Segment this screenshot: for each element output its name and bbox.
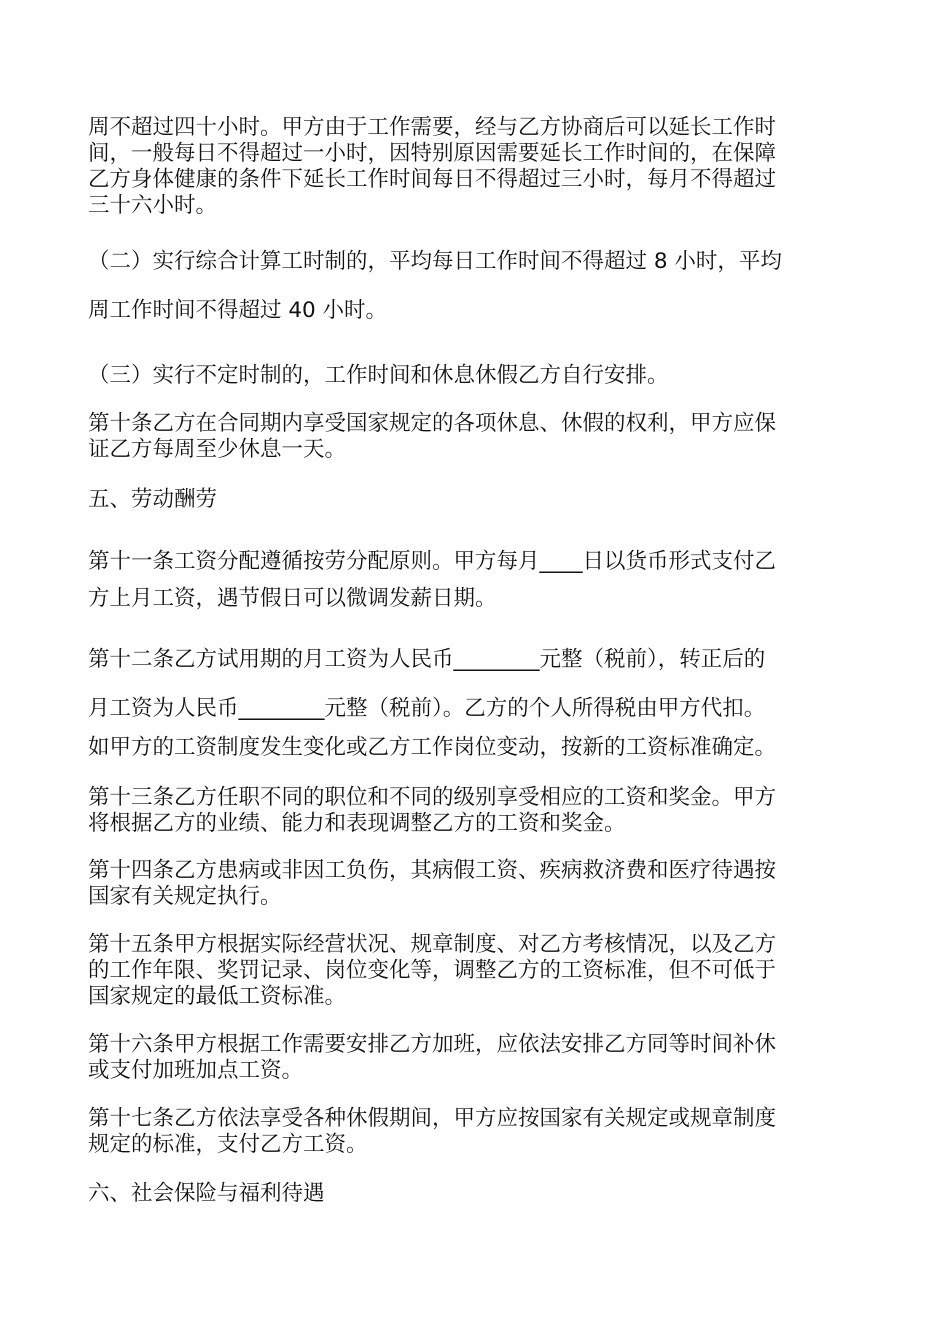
text-line: 周不超过四十小时。甲方由于工作需要，经与乙方协商后可以延长工作时 bbox=[88, 115, 777, 140]
paragraph-article-12 bbox=[88, 647, 863, 673]
paragraph-article-15 bbox=[88, 932, 863, 1010]
text-line: 三十六小时。 bbox=[88, 193, 218, 218]
text-line: 第十条乙方在合同期内享受国家规定的各项休息、休假的权利，甲方应保 bbox=[88, 411, 777, 436]
text-line: 国家规定的最低工资标准。 bbox=[88, 984, 347, 1009]
paragraph-article-16 bbox=[88, 1032, 863, 1084]
text-line: 第十一条工资分配遵循按劳分配原则。甲方每月____日以货币形式支付乙 bbox=[88, 549, 777, 574]
paragraph-comprehensive-hours bbox=[88, 249, 863, 275]
paragraph-article-14 bbox=[88, 858, 863, 910]
text-line: 将根据乙方的业绩、能力和表现调整乙方的工资和奖金。 bbox=[88, 811, 626, 836]
paragraph-weekly-hours bbox=[88, 298, 863, 324]
text-line: 第十五条甲方根据实际经营状况、规章制度、对乙方考核情况，以及乙方 bbox=[88, 932, 777, 957]
text-line: 第十三条乙方任职不同的职位和不同的级别享受相应的工资和奖金。甲方 bbox=[88, 785, 777, 810]
text-line: 如甲方的工资制度发生变化或乙方工作岗位变动，按新的工资标准确定。 bbox=[88, 735, 777, 760]
text-line: 的工作年限、奖罚记录、岗位变化等，调整乙方的工资标准，但不可低于 bbox=[88, 958, 777, 983]
text-line: 间，一般每日不得超过一小时，因特别原因需要延长工作时间的，在保障 bbox=[88, 141, 777, 166]
paragraph-wage-system-change bbox=[88, 735, 863, 761]
paragraph-article-11 bbox=[88, 549, 863, 575]
paragraph-article-11-continued bbox=[88, 586, 863, 612]
text-line: （三）实行不定时制的，工作时间和休息休假乙方自行安排。 bbox=[88, 363, 669, 388]
paragraph-article-17 bbox=[88, 1106, 863, 1158]
paragraph-article-10 bbox=[88, 411, 863, 463]
text-line: 五、劳动酬劳 bbox=[88, 487, 218, 512]
paragraph-article-12-continued bbox=[88, 696, 863, 722]
text-line: 周工作时间不得超过 40 小时。 bbox=[88, 298, 388, 323]
text-line: 第十二条乙方试用期的月工资为人民币________元整（税前），转正后的 bbox=[88, 647, 766, 672]
text-line: 或支付加班加点工资。 bbox=[88, 1058, 304, 1083]
section-heading-social-insurance bbox=[88, 1181, 863, 1207]
text-line: 国家有关规定执行。 bbox=[88, 884, 282, 909]
text-line: 乙方身体健康的条件下延长工作时间每日不得超过三小时，每月不得超过 bbox=[88, 167, 777, 192]
paragraph-article-13 bbox=[88, 785, 863, 837]
paragraph-working-hours-continued bbox=[88, 115, 863, 219]
text-line: 月工资为人民币________元整（税前）。乙方的个人所得税由甲方代扣。 bbox=[88, 696, 766, 721]
text-line: 第十四条乙方患病或非因工负伤，其病假工资、疾病救济费和医疗待遇按 bbox=[88, 858, 777, 883]
paragraph-flexible-hours bbox=[88, 363, 863, 389]
text-line: （二）实行综合计算工时制的，平均每日工作时间不得超过 8 小时，平均 bbox=[88, 249, 782, 274]
text-line: 证乙方每周至少休息一天。 bbox=[88, 437, 347, 462]
text-line: 第十六条甲方根据工作需要安排乙方加班，应依法安排乙方同等时间补休 bbox=[88, 1032, 777, 1057]
section-heading-remuneration bbox=[88, 487, 863, 513]
text-line: 规定的标准，支付乙方工资。 bbox=[88, 1132, 368, 1157]
text-line: 第十七条乙方依法享受各种休假期间，甲方应按国家有关规定或规章制度 bbox=[88, 1106, 777, 1131]
text-line: 方上月工资，遇节假日可以微调发薪日期。 bbox=[88, 586, 497, 611]
text-line: 六、社会保险与福利待遇 bbox=[88, 1181, 325, 1206]
